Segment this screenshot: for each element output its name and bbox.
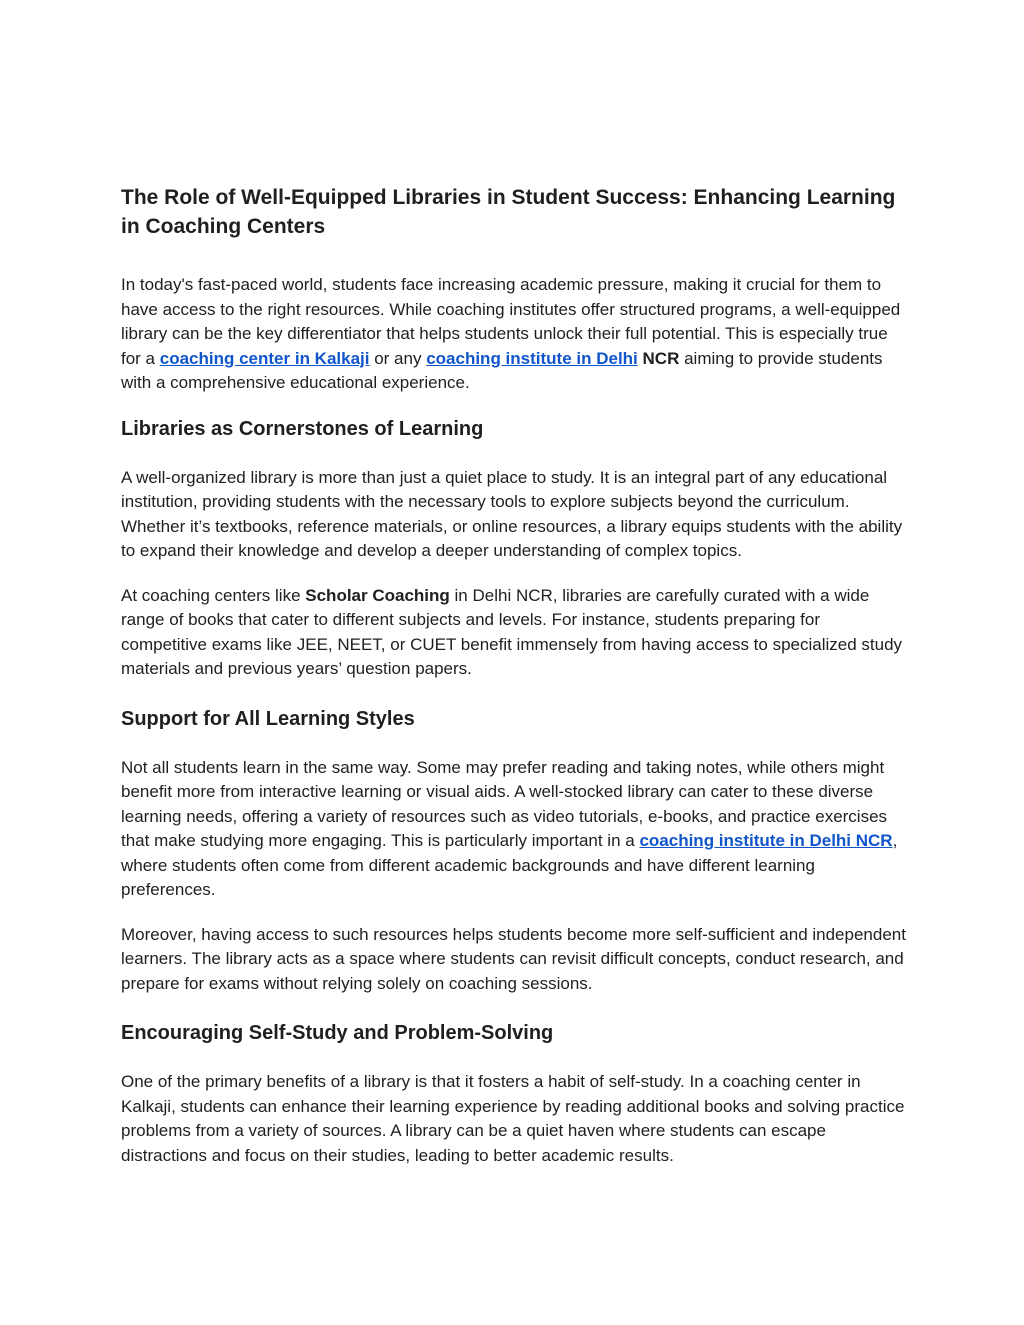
intro-bold-ncr: NCR — [642, 348, 680, 368]
coaching-center-kalkaji-link[interactable]: coaching center in Kalkaji — [159, 348, 370, 368]
section3-paragraph-1: One of the primary benefits of a library is that it fosters a habit of self-study. In a coaching center in Kalkaji, students can enhance their learning experience by reading additional books and solving practice problems from a variety of sources. A library can be a quiet haven where students can escape distractions and focus on their studies, leading to better academic results. — [121, 1072, 905, 1165]
section1-paragraph-2 — [121, 584, 906, 682]
scholar-coaching-bold: Scholar Coaching — [305, 585, 450, 605]
intro-text-4: aiming to provide students with a comprehensive educational experience. — [121, 348, 883, 392]
section2-paragraph-1 — [121, 756, 906, 903]
coaching-institute-delhi-link[interactable]: coaching institute in Delhi — [426, 348, 638, 368]
section-heading-libraries: Libraries as Cornerstones of Learning — [121, 417, 484, 440]
coaching-institute-delhi-ncr-link[interactable]: coaching institute in Delhi NCR — [639, 831, 893, 850]
intro-text-2: or any — [369, 348, 427, 368]
section2-p1-text-a: Not all students learn in the same way. Some may prefer reading and taking notes, while others might benefit more from interactive learning or visual aids. A well-stocked library can cater to these diverse learning needs, offering a variety of resources such as video tutorials, e-books, and practice exercises that make studying more engaging. This is particularly important in a — [121, 757, 888, 850]
document-title: The Role of Well-Equipped Libraries in Student Success: Enhancing Learning in Coaching Centers — [121, 186, 896, 238]
section1-paragraph-1: A well-organized library is more than just a quiet place to study. It is an integral part of any educational institution, providing students with the necessary tools to explore subjects beyond the curriculum. Whether it’s textbooks, reference materials, or online resources, a library equips students with the ability to expand their knowledge and develop a deeper understanding of complex topics. — [121, 467, 903, 560]
section1-p2-text-a: At coaching centers like — [121, 585, 306, 605]
section-heading-self-study: Encouraging Self-Study and Problem-Solving — [121, 1022, 554, 1044]
intro-paragraph — [121, 273, 906, 396]
intro-text-1: In today's fast-paced world, students face increasing academic pressure, making it crucial for them to have access to the right resources. While coaching institutes offer structured programs, a well-equipped library can be the key differentiator that helps students unlock their full potential. This is especially true for a — [121, 275, 901, 368]
document-page — [121, 183, 906, 1188]
section2-paragraph-2: Moreover, having access to such resources helps students become more self-sufficient and independent learners. The library acts as a space where students can revisit difficult concepts, conduct research, and prepare for exams without relying solely on coaching sessions. — [121, 924, 906, 993]
section2-p1-text-b: , where students often come from different academic backgrounds and have different learning preferences. — [121, 831, 898, 899]
section-heading-learning-styles: Support for All Learning Styles — [121, 707, 415, 730]
section1-p2-text-b: in Delhi NCR, libraries are carefully curated with a wide range of books that cater to different subjects and levels. For instance, students preparing for competitive exams like JEE, NEET, or CUET benefit immensely from having access to specialized study materials and previous years’ question papers. — [121, 585, 903, 678]
